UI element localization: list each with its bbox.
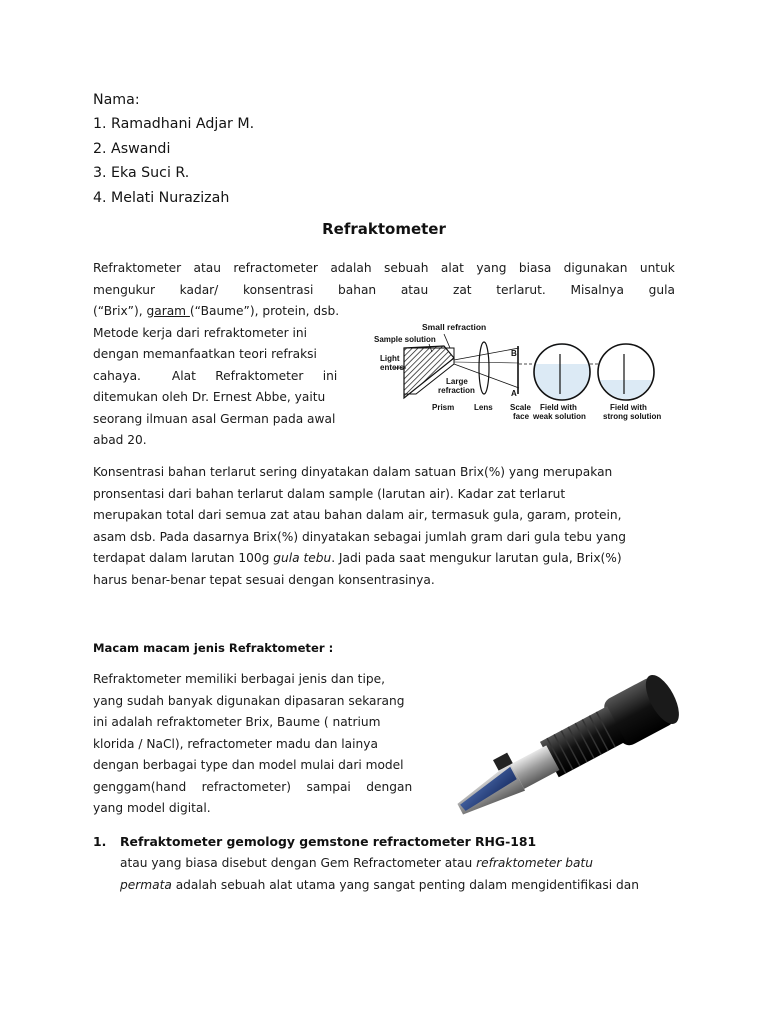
list-item-1-body (120, 853, 675, 896)
word: untuk (639, 261, 675, 275)
word: mengukur (93, 282, 155, 297)
konsentrasi-line: merupakan total dari semua zat atau bahan dalam air, termasuk gula, garam, protein, (93, 508, 622, 522)
macam-line: dengan berbagai type dan model mulai dari model (93, 758, 404, 772)
diagram-label-strong-2: strong solution (603, 412, 662, 421)
text-run: . Jadi pada saat mengukur larutan gula, Brix(%) (331, 551, 622, 565)
author-item: 3. Eka Suci R. (93, 165, 190, 182)
text-run: atau yang biasa disebut dengan Gem Refractometer atau (120, 856, 477, 870)
konsentrasi-line: Konsentrasi bahan terlarut sering dinyatakan dalam satuan Brix(%) yang merupakan (93, 465, 613, 479)
word: Misalnya (570, 282, 624, 297)
word: konsentrasi (242, 282, 314, 297)
diagram-label-large-1: Large (446, 377, 468, 386)
author-item: 1. Ramadhani Adjar M. (93, 116, 255, 133)
macam-line: Refraktometer memiliki berbagai jenis dan tipe, (93, 672, 385, 686)
word: atau (400, 282, 429, 297)
intro-line: Metode kerja dari refraktometer ini (93, 325, 308, 340)
section-heading: Macam macam jenis Refraktometer : (93, 641, 334, 655)
word: kadar/ (179, 282, 219, 297)
word: bahan (338, 282, 377, 297)
item-line-2 (120, 875, 675, 897)
author-heading: Nama: (93, 92, 140, 108)
diagram-label-small-refraction: Small refraction (422, 322, 487, 332)
macam-line: ini adalah refraktometer Brix, Baume ( natrium (93, 715, 381, 729)
intro-line: seorang ilmuan asal German pada awal (93, 411, 336, 426)
macam-line: klorida / NaCl), refractometer madu dan lainya (93, 736, 378, 751)
author-item: 4. Melati Nurazizah (93, 189, 230, 206)
text-run: (“Brix”), (93, 304, 147, 318)
konsentrasi-line-5 (93, 548, 675, 570)
list-number: 1. (93, 834, 107, 849)
italic-text: permata (120, 877, 172, 892)
konsentrasi-line: harus benar-benar tepat sesuai dengan konsentrasinya. (93, 572, 435, 587)
intro-paragraph-left (93, 301, 359, 452)
macam-line: yang model digital. (93, 801, 211, 815)
diagram-label-strong-1: Field with (610, 403, 647, 412)
word: biasa (518, 261, 552, 275)
diagram-label-scale-1: Scale (510, 403, 531, 412)
macam-line: genggam(hand refractometer) sampai dengan (93, 779, 413, 794)
list-item-1-title (93, 834, 536, 849)
intro-line: ditemukan oleh Dr. Ernest Abbe, yaitu (93, 390, 326, 404)
diagram-label-b: B (511, 349, 517, 358)
diagram-label-prism: Prism (432, 403, 455, 412)
hand-refractometer-image (430, 662, 692, 826)
diagram-label-sample-solution: Sample solution (374, 335, 436, 344)
document-title: Refraktometer (322, 220, 446, 238)
intro-line: cahaya. Alat Refraktometer ini (93, 368, 338, 383)
diagram-label-light-1: Light (380, 354, 400, 363)
underlined-text: garam (146, 304, 190, 318)
diagram-label-weak-1: Field with (540, 403, 577, 412)
diagram-label-large-2: refraction (438, 386, 475, 395)
diagram-label-a: A (511, 389, 517, 398)
word: Refraktometer (93, 261, 182, 275)
konsentrasi-paragraph (93, 462, 675, 591)
word: terlarut. (496, 282, 546, 297)
word: gula (648, 282, 675, 297)
intro-line-2 (93, 280, 675, 302)
word: atau (193, 261, 221, 275)
author-item: 2. Aswandi (93, 140, 171, 157)
diagram-label-light-2: enters (380, 363, 405, 372)
intro-line-3 (93, 301, 359, 323)
text-run: adalah sebuah alat utama yang sangat penting dalam mengidentifikasi dan (171, 877, 639, 892)
text-run: terdapat dalam larutan 100g (93, 551, 274, 565)
intro-line: dengan memanfaatkan teori refraksi (93, 347, 317, 361)
konsentrasi-line: asam dsb. Pada dasarnya Brix(%) dinyatakan sebagai jumlah gram dari gula tebu yang (93, 529, 626, 544)
item-line-1 (120, 853, 675, 875)
intro-line-1 (93, 258, 675, 280)
text-run: (“Baume”), protein, dsb. (189, 304, 340, 318)
konsentrasi-line: pronsentasi dari bahan terlarut dalam sample (larutan air). Kadar zat terlarut (93, 486, 566, 501)
word: adalah (330, 261, 372, 275)
diagram-label-weak-2: weak solution (533, 412, 586, 421)
intro-paragraph (93, 258, 675, 301)
macam-paragraph (93, 669, 417, 820)
macam-line: yang sudah banyak digunakan dipasaran sekarang (93, 693, 405, 708)
diagram-label-lens: Lens (474, 403, 493, 412)
list-item-title: Refraktometer gemology gemstone refractometer RHG-181 (120, 834, 537, 849)
diagram-label-scale-2: face (513, 412, 530, 421)
intro-line: abad 20. (93, 433, 147, 447)
word: digunakan (563, 261, 628, 275)
refraction-diagram (374, 318, 674, 430)
author-list (93, 88, 254, 210)
word: alat (440, 261, 464, 275)
word: sebuah (383, 261, 429, 275)
italic-text: gula tebu (273, 551, 332, 565)
word: refractometer (233, 261, 318, 275)
word: zat (452, 282, 472, 297)
italic-text: refraktometer batu (476, 856, 593, 870)
lens-shape (479, 342, 489, 394)
word: yang (476, 261, 507, 275)
